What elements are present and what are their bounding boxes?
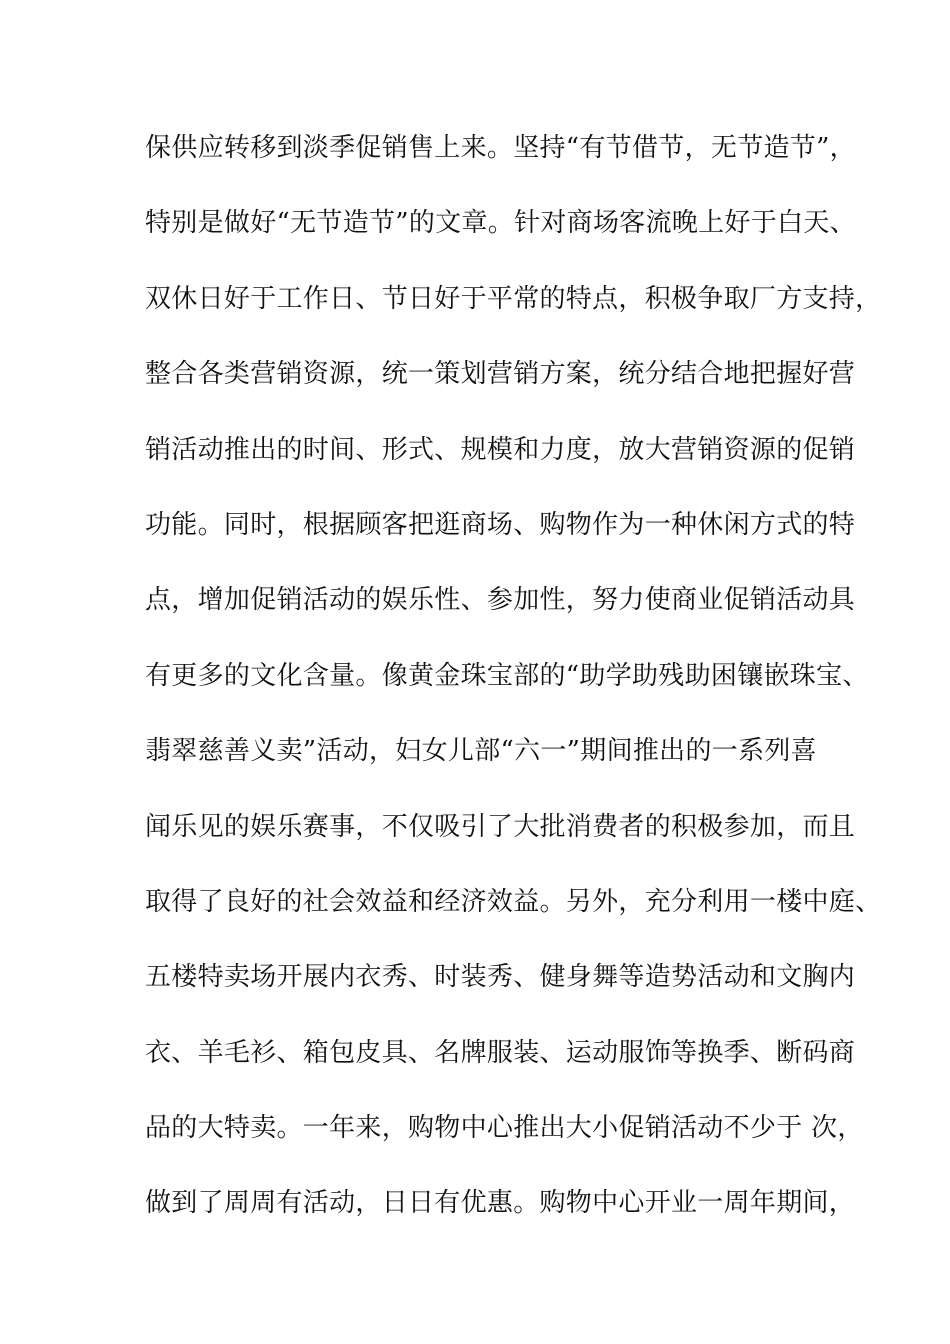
text-line: 整合各类营销资源，统一策划营销方案，统分结合地把握好营 [145, 359, 856, 390]
text-line: 翡翠慈善义卖”活动，妇女儿部“六一”期间推出的一系列喜 [145, 736, 817, 767]
text-line: 保供应转移到淡季促销售上来。坚持“有节借节，无节造节”， [145, 133, 856, 163]
text-line: 特别是做好“无节造节”的文章。针对商场客流晚上好于白天、 [145, 208, 856, 239]
text-line: 点，增加促销活动的娱乐性、参加性，努力使商业促销活动具 [145, 585, 856, 616]
text-line: 闻乐见的娱乐赛事，不仅吸引了大批消费者的积极参加，而且 [145, 811, 856, 842]
text-line: 做到了周周有活动，日日有优惠。购物中心开业一周年期间， [145, 1188, 856, 1219]
text-line: 品的大特卖。一年来，购物中心推出大小促销活动不少于 次， [145, 1113, 864, 1144]
text-line: 五楼特卖场开展内衣秀、时装秀、健身舞等造势活动和文胸内 [145, 962, 856, 993]
text-line: 销活动推出的时间、形式、规模和力度，放大营销资源的促销 [145, 434, 856, 465]
text-line: 衣、羊毛衫、箱包皮具、名牌服装、运动服饰等换季、断码商 [145, 1037, 856, 1068]
text-line: 双休日好于工作日、节日好于平常的特点，积极争取厂方支持， [145, 283, 882, 314]
text-line: 有更多的文化含量。像黄金珠宝部的“助学助残助困镶嵌珠宝、 [145, 660, 869, 691]
body-text [145, 130, 882, 1261]
text-line: 功能。同时，根据顾客把逛商场、购物作为一种休闲方式的特 [145, 509, 856, 540]
text-line: 取得了良好的社会效益和经济效益。另外，充分利用一楼中庭、 [145, 886, 882, 917]
